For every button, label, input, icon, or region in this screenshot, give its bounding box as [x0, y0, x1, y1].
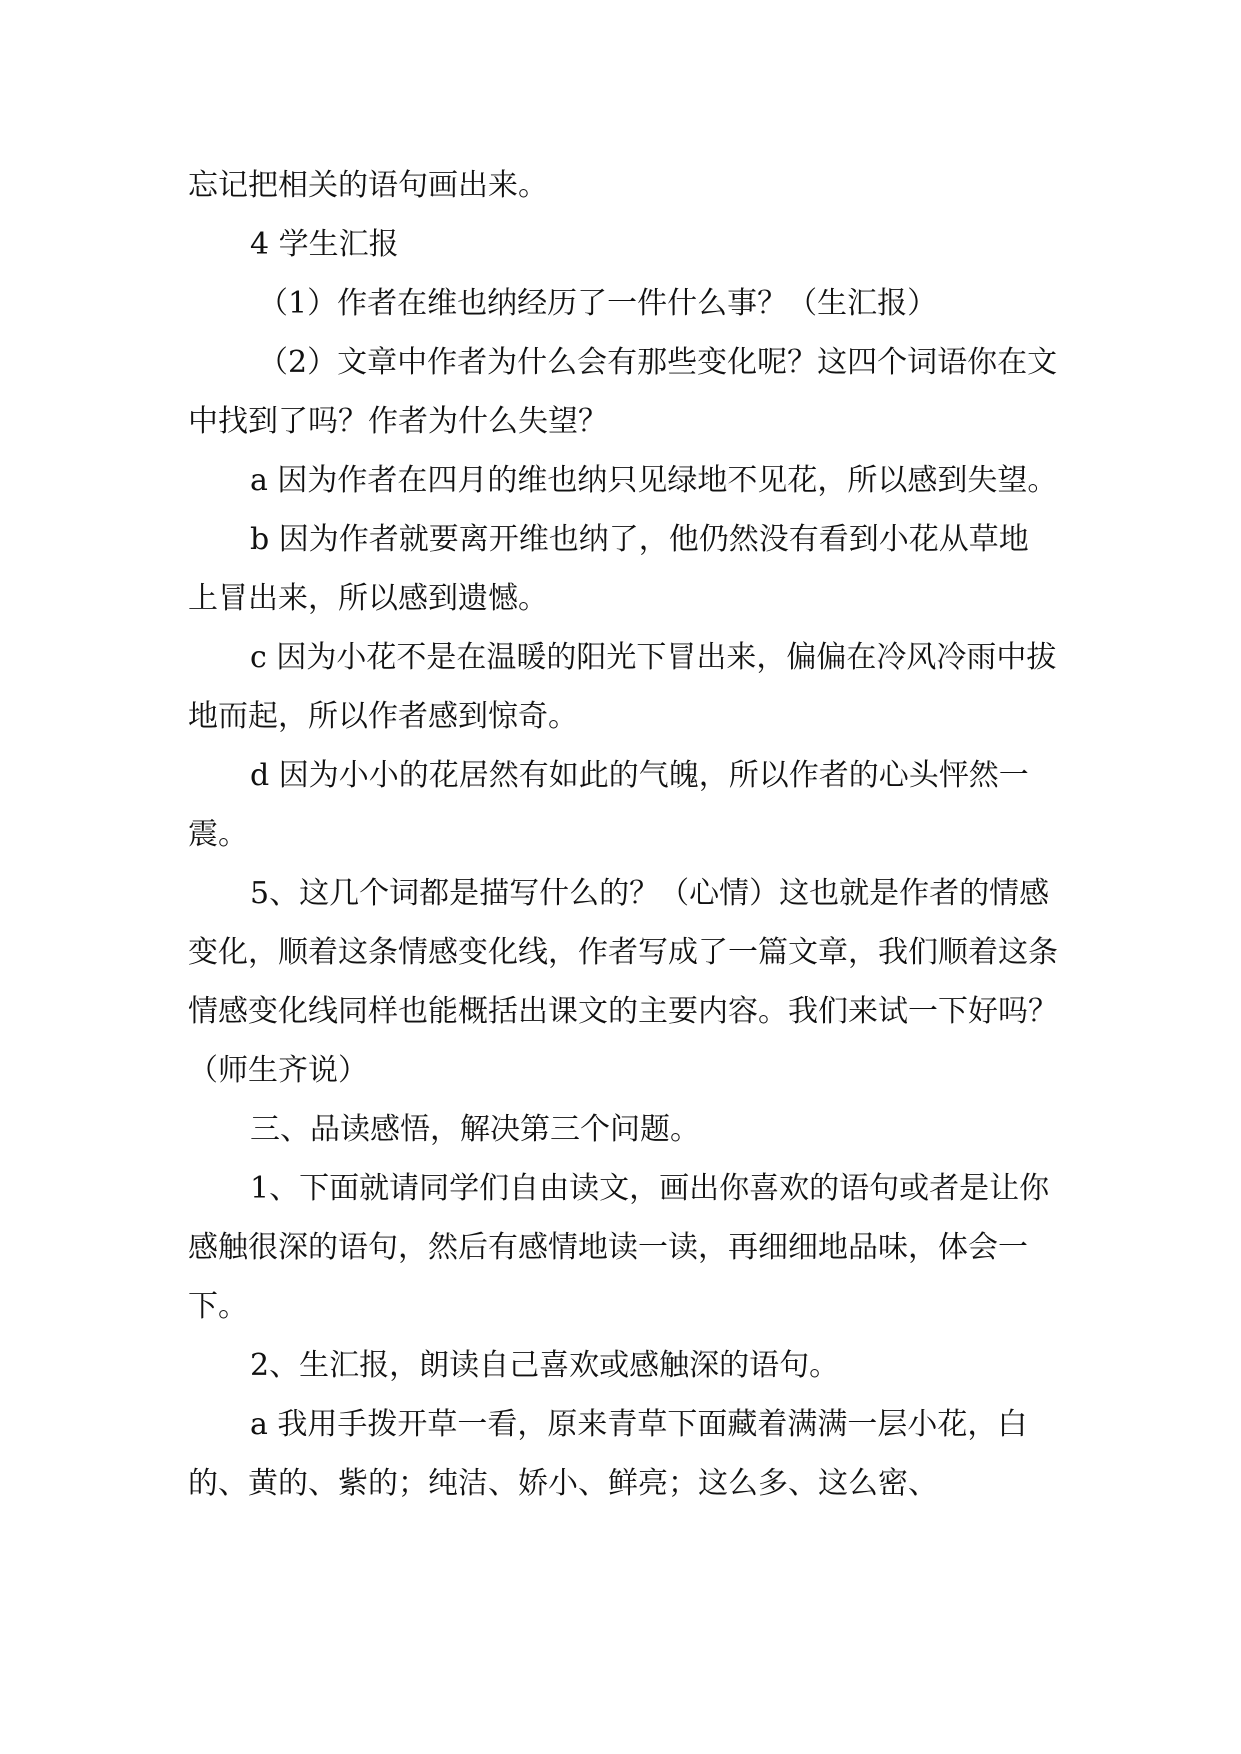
paragraph-answer-b: b 因为作者就要离开维也纳了，他仍然没有看到小花从草地上冒出来，所以感到遗憾。 [188, 522, 1029, 616]
section-heading-3: 三、品读感悟，解决第三个问题。 [250, 1112, 700, 1147]
paragraph-question-2: （2）文章中作者为什么会有那些变化呢？这四个词语你在文中找到了吗？作者为什么失望？ [188, 345, 1058, 439]
paragraph-step-4-heading: 4 学生汇报 [250, 227, 399, 262]
paragraph-step-5: 5、这几个词都是描写什么的？（心情）这也就是作者的情感变化，顺着这条情感变化线，作者写成了一篇文章，我们顺着这条情感变化线同样也能概括出课文的主要内容。我们来试一下好吗？（师生齐说） [188, 876, 1058, 1088]
paragraph-continuation: 忘记把相关的语句画出来。 [188, 168, 548, 203]
document-body [188, 156, 1058, 1513]
paragraph-answer-d: d 因为小小的花居然有如此的气魄，所以作者的心头怦然一震。 [188, 758, 1029, 852]
paragraph-step-1: 1、下面就请同学们自由读文，画出你喜欢的语句或者是让你感触很深的语句，然后有感情地读一读，再细细地品味，体会一下。 [188, 1171, 1050, 1324]
paragraph-question-1: （1）作者在维也纳经历了一件什么事？（生汇报） [258, 286, 938, 321]
paragraph-answer-c: c 因为小花不是在温暖的阳光下冒出来，偏偏在冷风冷雨中拔地而起，所以作者感到惊奇。 [188, 640, 1057, 734]
paragraph-answer-a: a 因为作者在四月的维也纳只见绿地不见花，所以感到失望。 [250, 463, 1058, 498]
paragraph-quote-a: a 我用手拨开草一看，原来青草下面藏着满满一层小花，白的、黄的、紫的；纯洁、娇小、鲜亮；这么多、这么密、 [188, 1407, 1028, 1501]
paragraph-step-2: 2、生汇报，朗读自己喜欢或感触深的语句。 [250, 1348, 840, 1383]
